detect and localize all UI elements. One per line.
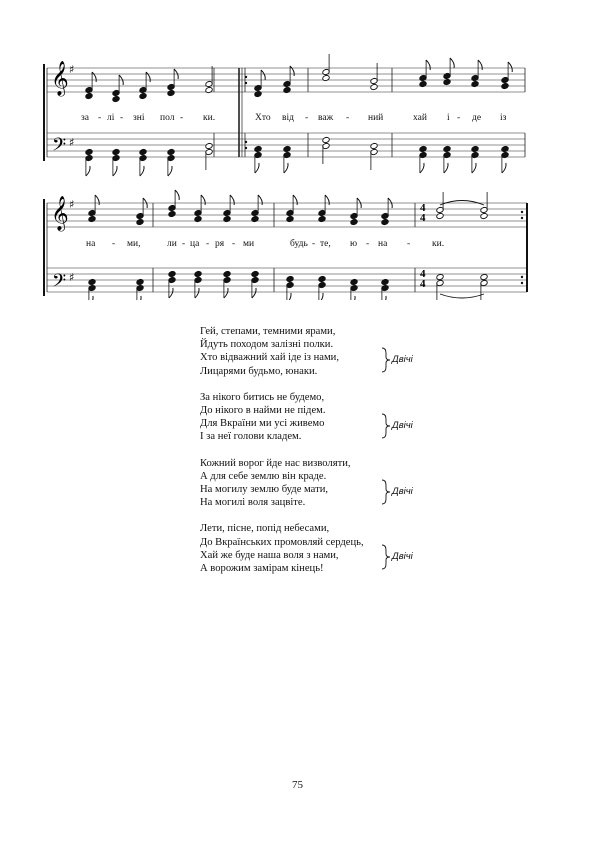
note-head [223, 215, 231, 222]
note-flag [137, 296, 141, 300]
verse-line: На могилу землю буде мати, [200, 484, 329, 496]
verse-line: Гей, степами, темними ярами, [200, 326, 336, 337]
key-sharp: ♯ [69, 198, 75, 211]
verse [200, 457, 460, 510]
note-flag [169, 288, 173, 298]
key-sharp: ♯ [69, 271, 75, 284]
note-head [286, 215, 294, 222]
note-head [254, 145, 262, 152]
note-head [194, 270, 202, 277]
note-head [501, 145, 509, 152]
verse-line: Кожний ворог йде нас визволяти, [200, 457, 351, 469]
repeat-dot [245, 76, 247, 78]
note-head [286, 275, 294, 282]
note-flag [426, 60, 430, 70]
lyric-syllable: зні [133, 113, 145, 123]
time-signature-top: 4 [420, 268, 426, 280]
lyric-syllable: важ [318, 113, 334, 123]
key-sharp: ♯ [69, 136, 75, 149]
verses [200, 325, 460, 588]
note-flag [201, 195, 205, 205]
lyric-syllable: будь [290, 239, 308, 249]
lyric-hyphen: - [305, 113, 309, 123]
verse-line: Хто відважний хай іде із нами, [200, 352, 339, 364]
note-head [419, 80, 427, 87]
lyric-hyphen: - [120, 113, 124, 123]
note-flag [478, 60, 482, 70]
lyric-hyphen: - [407, 239, 411, 249]
verse-line: Лети, пісне, попід небесами, [200, 523, 330, 535]
repeat-brace [381, 347, 391, 373]
verse [200, 522, 460, 575]
lyric-syllable: ца [190, 239, 200, 249]
note-head [318, 275, 326, 282]
lyric-syllable: на [86, 239, 96, 249]
lyric-syllable: ли [167, 239, 177, 249]
note-head [322, 136, 330, 143]
note-head [436, 273, 444, 280]
note-flag [140, 166, 144, 176]
note-head [139, 92, 147, 99]
note-head [283, 145, 291, 152]
lyric-syllable: хай [413, 113, 427, 123]
note-head [136, 218, 144, 225]
verse [200, 325, 460, 378]
verse-line: За нікого битись не будемо, [200, 391, 325, 403]
note-head [136, 278, 144, 285]
note-head [283, 86, 291, 93]
note-flag [252, 288, 256, 298]
repeat-label: Двічі [392, 419, 413, 431]
lyric-syllable: пол [160, 113, 175, 123]
note-head [205, 86, 213, 93]
note-flag [255, 163, 259, 173]
repeat-dot [521, 217, 523, 219]
note-flag [86, 166, 90, 176]
lyric-syllable: ний [368, 113, 384, 123]
lyric-hyphen: - [232, 239, 236, 249]
lyric-syllable: лі [107, 113, 115, 123]
note-head [194, 215, 202, 222]
note-head [167, 89, 175, 96]
note-head [112, 148, 120, 155]
lyric-hyphen: - [312, 239, 316, 249]
note-flag [258, 195, 262, 205]
verse-line: До Вкраїнських промовляй сердець, [200, 536, 364, 548]
lyric-syllable: ки. [432, 239, 445, 249]
note-head [88, 215, 96, 222]
repeat-dot [521, 276, 523, 278]
note-head [436, 212, 444, 219]
repeat-label: Двічі [392, 485, 413, 497]
verse-line: Для Вкраїни ми усі живемо [200, 418, 325, 430]
lyric-syllable: ми, [127, 239, 141, 249]
note-flag [113, 166, 117, 176]
note-flag [508, 62, 512, 72]
note-head [112, 95, 120, 102]
verse-line: А ворожим замірам кінець! [200, 563, 324, 575]
note-head [471, 80, 479, 87]
lyric-hyphen: - [112, 239, 116, 249]
repeat-dot [245, 82, 247, 84]
note-flag [195, 288, 199, 298]
lyric-syllable: на [378, 239, 388, 249]
note-head [480, 273, 488, 280]
lyric-syllable: де [472, 113, 482, 123]
note-head [381, 278, 389, 285]
treble-clef: 𝄞 [51, 61, 69, 96]
note-head [443, 145, 451, 152]
note-head [223, 270, 231, 277]
note-flag [290, 66, 294, 76]
note-head [88, 278, 96, 285]
note-head [318, 215, 326, 222]
lyrics-row-1 [81, 112, 507, 123]
note-flag [92, 72, 96, 82]
lyric-hyphen: - [346, 113, 350, 123]
verse-line: На могилі воля зацвіте. [200, 497, 306, 509]
note-head [350, 278, 358, 285]
note-head [381, 218, 389, 225]
lyric-syllable: ми [243, 239, 255, 249]
repeat-dot [245, 147, 247, 149]
repeat-label: Двічі [392, 551, 413, 563]
treble-clef: 𝄞 [51, 196, 69, 231]
page-number: 75 [292, 779, 303, 791]
note-head [251, 270, 259, 277]
note-flag [293, 195, 297, 205]
lyric-hyphen: - [366, 239, 370, 249]
note-flag [319, 293, 323, 300]
note-head [85, 148, 93, 155]
note-head [501, 82, 509, 89]
time-signature-bottom: 4 [420, 278, 426, 290]
note-head [251, 215, 259, 222]
note-flag [175, 190, 179, 200]
note-flag [230, 195, 234, 205]
bass-clef: 𝄢 [52, 271, 67, 296]
repeat-dot [521, 282, 523, 284]
note-head [205, 142, 213, 149]
repeat-dot [245, 141, 247, 143]
lyric-syllable: ки. [203, 113, 216, 123]
tie [440, 294, 484, 298]
note-head [443, 78, 451, 85]
verse-line: А для себе землю він краде. [200, 470, 327, 482]
key-sharp: ♯ [69, 63, 75, 76]
note-flag [146, 72, 150, 82]
notes [85, 54, 512, 300]
lyric-syllable: і [447, 113, 450, 123]
note-head [350, 218, 358, 225]
lyric-hyphen: - [457, 113, 461, 123]
note-head [168, 210, 176, 217]
lyric-syllable: за [81, 113, 89, 123]
verse-line: І за неї голови кладем. [200, 431, 302, 443]
note-head [139, 148, 147, 155]
lyric-syllable: те, [320, 239, 331, 249]
repeat-brace [381, 544, 391, 570]
note-head [254, 90, 262, 97]
verse-line: Йдуть походом залізні полки. [200, 339, 334, 351]
repeat-label: Двічі [392, 354, 413, 365]
note-head [168, 270, 176, 277]
lyric-hyphen: - [180, 113, 184, 123]
lyric-hyphen: - [98, 113, 102, 123]
lyric-hyphen: - [182, 239, 186, 249]
verse-line: До нікого в найми не підем. [200, 405, 326, 417]
note-head [471, 145, 479, 152]
note-flag [444, 163, 448, 173]
note-head [419, 145, 427, 152]
note-flag [168, 166, 172, 176]
verse-line: Хай же буде наша воля з нами, [200, 549, 339, 561]
note-flag [420, 163, 424, 173]
note-flag [450, 58, 454, 68]
verse-line: Лицарями будьмо, юнаки. [200, 365, 318, 377]
note-flag [502, 163, 506, 173]
note-flag [382, 296, 386, 300]
note-head [480, 212, 488, 219]
time-signature-bottom: 4 [420, 212, 426, 224]
lyric-syllable: із [500, 113, 507, 123]
repeat-brace [381, 413, 391, 439]
bass-clef: 𝄢 [52, 135, 67, 160]
note-flag [95, 195, 99, 205]
note-flag [89, 296, 93, 300]
lyric-hyphen: - [206, 239, 210, 249]
note-flag [287, 293, 291, 300]
note-flag [261, 70, 265, 80]
note-head [322, 74, 330, 81]
time-signature-top: 4 [420, 202, 426, 214]
lyric-syllable: від [282, 113, 294, 123]
note-head [167, 148, 175, 155]
note-head [370, 142, 378, 149]
note-flag [325, 195, 329, 205]
note-flag [224, 288, 228, 298]
lyric-syllable: Хто [255, 113, 271, 123]
lyric-syllable: ю [350, 239, 358, 249]
note-flag [284, 163, 288, 173]
note-head [85, 92, 93, 99]
music-score [0, 0, 595, 300]
note-flag [472, 163, 476, 173]
repeat-brace [381, 479, 391, 505]
lyrics-row-2 [86, 238, 444, 249]
note-flag [351, 296, 355, 300]
repeat-dot [521, 211, 523, 213]
lyric-syllable: ря [215, 239, 225, 249]
verse [200, 391, 460, 444]
note-head [370, 83, 378, 90]
